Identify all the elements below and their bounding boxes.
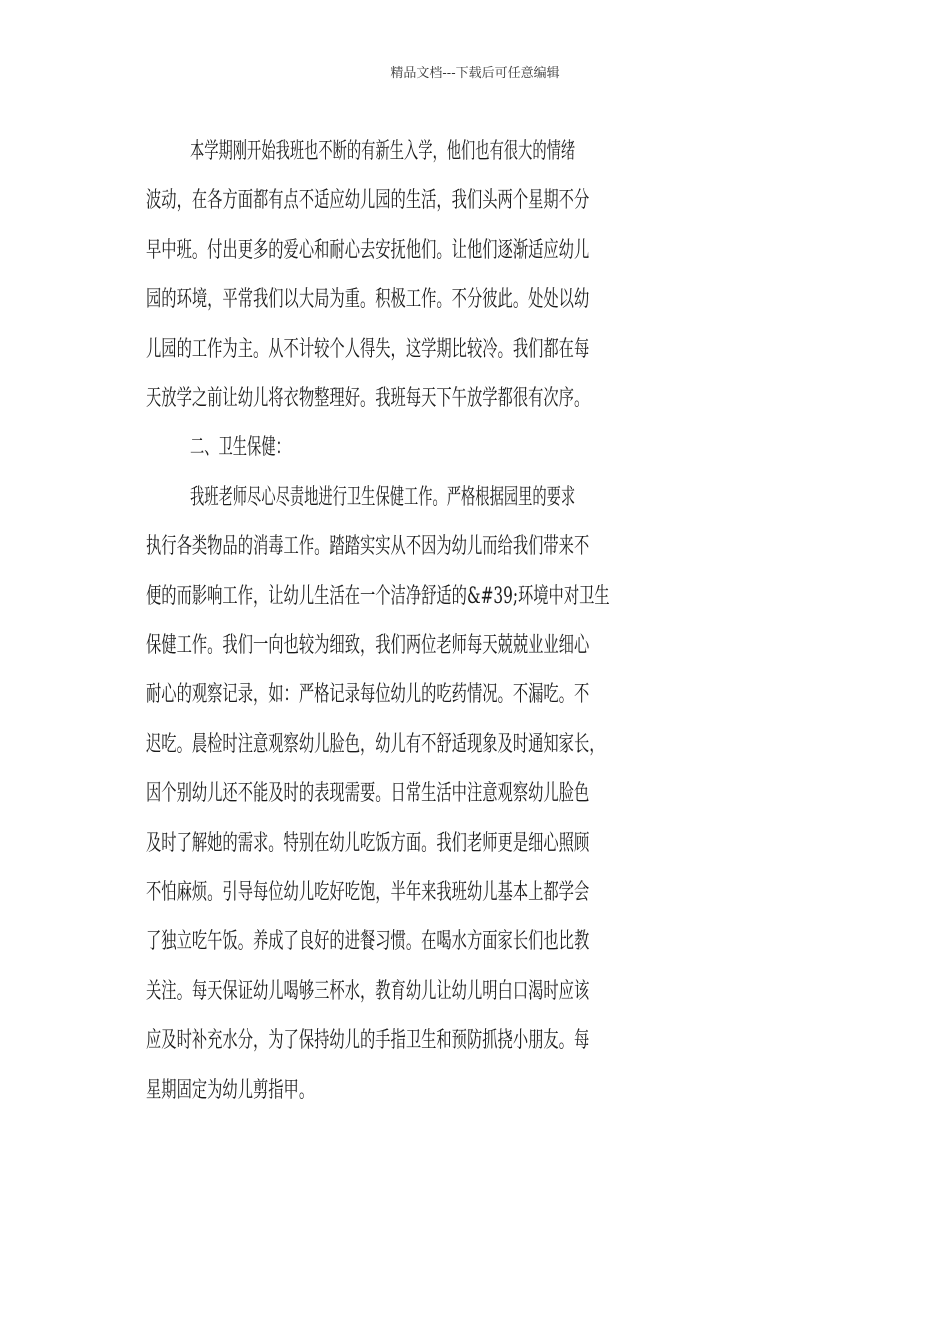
paragraph-line: 执行各类物品的消毒工作。踏踏实实从不因为幼儿而给我们带来不 bbox=[146, 534, 590, 560]
paragraph-line: 便的而影响工作，让幼儿生活在一个洁净舒适的&#39;环境中对卫生 bbox=[146, 583, 610, 609]
paragraph-line: 保健工作。我们一向也较为细致，我们两位老师每天兢兢业业细心 bbox=[146, 633, 590, 658]
paragraph-line: 应及时补充水分，为了保持幼儿的手指卫生和预防抓挠小朋友。每 bbox=[146, 1028, 590, 1054]
paragraph-first-line: 本学期刚开始我班也不断的有新生入学，他们也有很大的情绪 bbox=[190, 139, 576, 164]
paragraph-line: 星期固定为幼儿剪指甲。 bbox=[146, 1077, 315, 1103]
paragraph-line: 了独立吃午饭。养成了良好的进餐习惯。在喝水方面家长们也比教 bbox=[146, 929, 590, 955]
paragraph-line: 波动，在各方面都有点不适应幼儿园的生活，我们头两个星期不分 bbox=[146, 188, 590, 214]
paragraph-line: 及时了解她的需求。特别在幼儿吃饭方面。我们老师更是细心照顾 bbox=[146, 830, 590, 856]
page-header: 精品文档---下载后可任意编辑 bbox=[390, 66, 560, 81]
paragraph-line: 早中班。付出更多的爱心和耐心去安抚他们。让他们逐渐适应幼儿 bbox=[146, 237, 590, 263]
paragraph-line: 迟吃。晨检时注意观察幼儿脸色，幼儿有不舒适现象及时通知家长， bbox=[146, 731, 605, 757]
paragraph-line: 耐心的观察记录，如：严格记录每位幼儿的吃药情况。不漏吃。不 bbox=[146, 682, 590, 708]
paragraph-first-line: 二、卫生保健： bbox=[190, 435, 290, 461]
paragraph-line: 天放学之前让幼儿将衣物整理好。我班每天下午放学都很有次序。 bbox=[146, 386, 590, 411]
paragraph-line: 儿园的工作为主。从不计较个人得失，这学期比较冷。我们都在每 bbox=[146, 336, 590, 362]
paragraph-line: 关注。每天保证幼儿喝够三杯水，教育幼儿让幼儿明白口渴时应该 bbox=[146, 978, 590, 1004]
paragraph-line: 园的环境，平常我们以大局为重。积极工作。不分彼此。处处以幼 bbox=[146, 287, 590, 313]
paragraph-first-line: 我班老师尽心尽责地进行卫生保健工作。严格根据园里的要求 bbox=[190, 484, 576, 510]
paragraph-line: 不怕麻烦。引导每位幼儿吃好吃饱，半年来我班幼儿基本上都学会 bbox=[146, 880, 590, 905]
paragraph-line: 因个别幼儿还不能及时的表现需要。日常生活中注意观察幼儿脸色 bbox=[146, 781, 590, 807]
